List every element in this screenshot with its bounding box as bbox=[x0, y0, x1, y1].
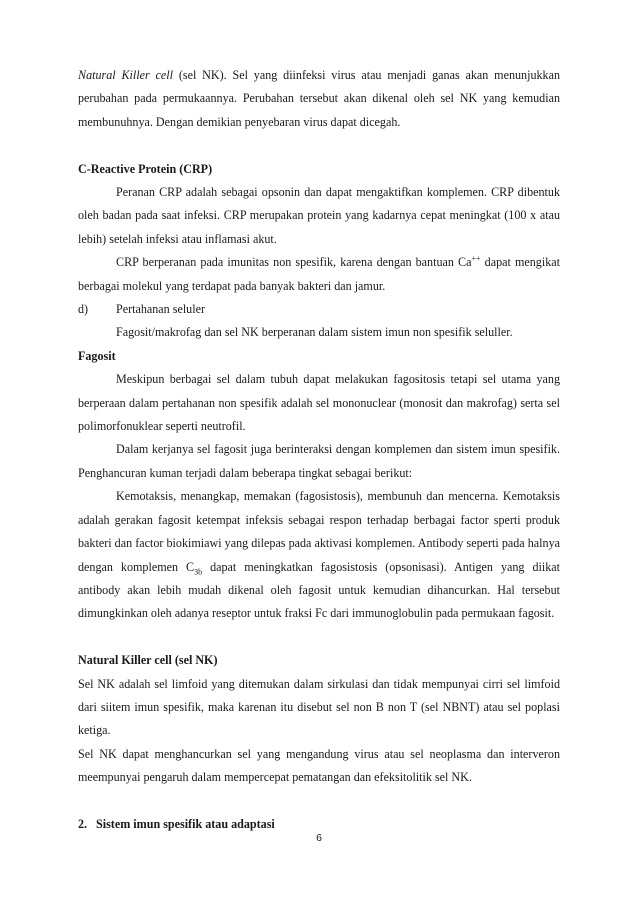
heading-crp: C-Reactive Protein (CRP) bbox=[78, 161, 213, 176]
section-d-title bbox=[78, 298, 560, 321]
fagosit-3-text-a: Kemotaksis, menangkap, memakan (fagosistosis), membunuh dan mencerna. Kemotaksis adalah gerakan fagosit ketempat infeksis sebagai respon terhadap berbagai factor sperti produk bakteri dan factor biokimiawi yang dilepas pada aktivasi komplemen. Antibody seperti pada halnya dengan komplemen C bbox=[78, 489, 560, 574]
paragraph-fagosit-2: Dalam kerjanya sel fagosit juga berinteraksi dengan komplemen dan sistem imun spesifik. Penghancuran kuman terjadi dalam beberapa tingkat sebagai berikut: bbox=[78, 442, 560, 480]
paragraph-fagosit-3 bbox=[78, 485, 560, 625]
nk-intro-text: (sel NK). Sel yang diinfeksi virus atau menjadi ganas akan menunjukkan perubahan pada permukaannya. Perubahan tersebut akan dikenal oleh sel NK yang kemudian membunuhnya. Dengan demikian penyebaran virus dapat dicegah. bbox=[78, 68, 560, 129]
crp-2-text-a: CRP berperanan pada imunitas non spesifik, karena dengan bantuan Ca bbox=[116, 255, 472, 270]
paragraph-nk-intro bbox=[78, 64, 560, 134]
section-d-label: Pertahanan seluler bbox=[116, 302, 205, 317]
ca-superscript: ++ bbox=[471, 254, 481, 264]
paragraph-fagosit-1: Meskipun berbagai sel dalam tubuh dapat melakukan fagositosis tetapi sel utama yang berperaan dalam pertahanan non spesifik adalah sel mononuclear (monosit dan makrofag) serta sel polimorfonuklear seperti neutrofil. bbox=[78, 372, 560, 434]
section-2-title: Sistem imun spesifik atau adaptasi bbox=[96, 816, 275, 831]
fagosit-3-text-b: dapat meningkatkan fagosistosis (opsonisasi). Antigen yang diikat antibody akan lebih mudah dikenal oleh fagosit untuk kemudian dihancurkan. Hal tersebut dimungkinkan oleh adanya reseptor untuk fraksi Fc dari immunoglobulin pada permukaan fagosit. bbox=[78, 559, 560, 621]
paragraph-crp-1: Peranan CRP adalah sebagai opsonin dan dapat mengaktifkan komplemen. CRP dibentuk oleh badan pada saat infeksi. CRP merupakan protein yang kadarnya cepat meningkat (100 x atau lebih) setelah infeksi atau inflamasi akut. bbox=[78, 185, 560, 246]
page-number: 6 bbox=[316, 832, 322, 844]
document-body bbox=[78, 64, 560, 836]
heading-fagosit: Fagosit bbox=[78, 348, 116, 363]
paragraph-crp-2 bbox=[78, 251, 560, 298]
paragraph-nk-1: Sel NK adalah sel limfoid yang ditemukan dalam sirkulasi dan tidak mempunyai cirri sel limfoid dari siitem imun spesifik, maka karenan itu disebut sel non B non T (sel NBNT) atau sel poplasi ketiga. bbox=[78, 676, 560, 738]
section-2-number: 2. bbox=[78, 816, 88, 831]
c3b-subscript: 3b bbox=[194, 566, 203, 576]
section-d-marker: d) bbox=[78, 302, 89, 317]
nk-italic-term: Natural Killer cell bbox=[78, 68, 173, 82]
crp-2-text-b: dapat mengikat berbagai molekul yang terdapat pada banyak bakteri dan jamur. bbox=[78, 255, 560, 293]
paragraph-nk-2: Sel NK dapat menghancurkan sel yang mengandung virus atau sel neoplasma dan interveron meempunyai pengaruh dalam mempercepat pematangan dan efeksitolitik sel NK. bbox=[78, 746, 560, 785]
heading-nk: Natural Killer cell (sel NK) bbox=[78, 653, 218, 668]
paragraph-section-d: Fagosit/makrofag dan sel NK berperanan dalam sistem imun non spesifik seluller. bbox=[116, 325, 513, 340]
